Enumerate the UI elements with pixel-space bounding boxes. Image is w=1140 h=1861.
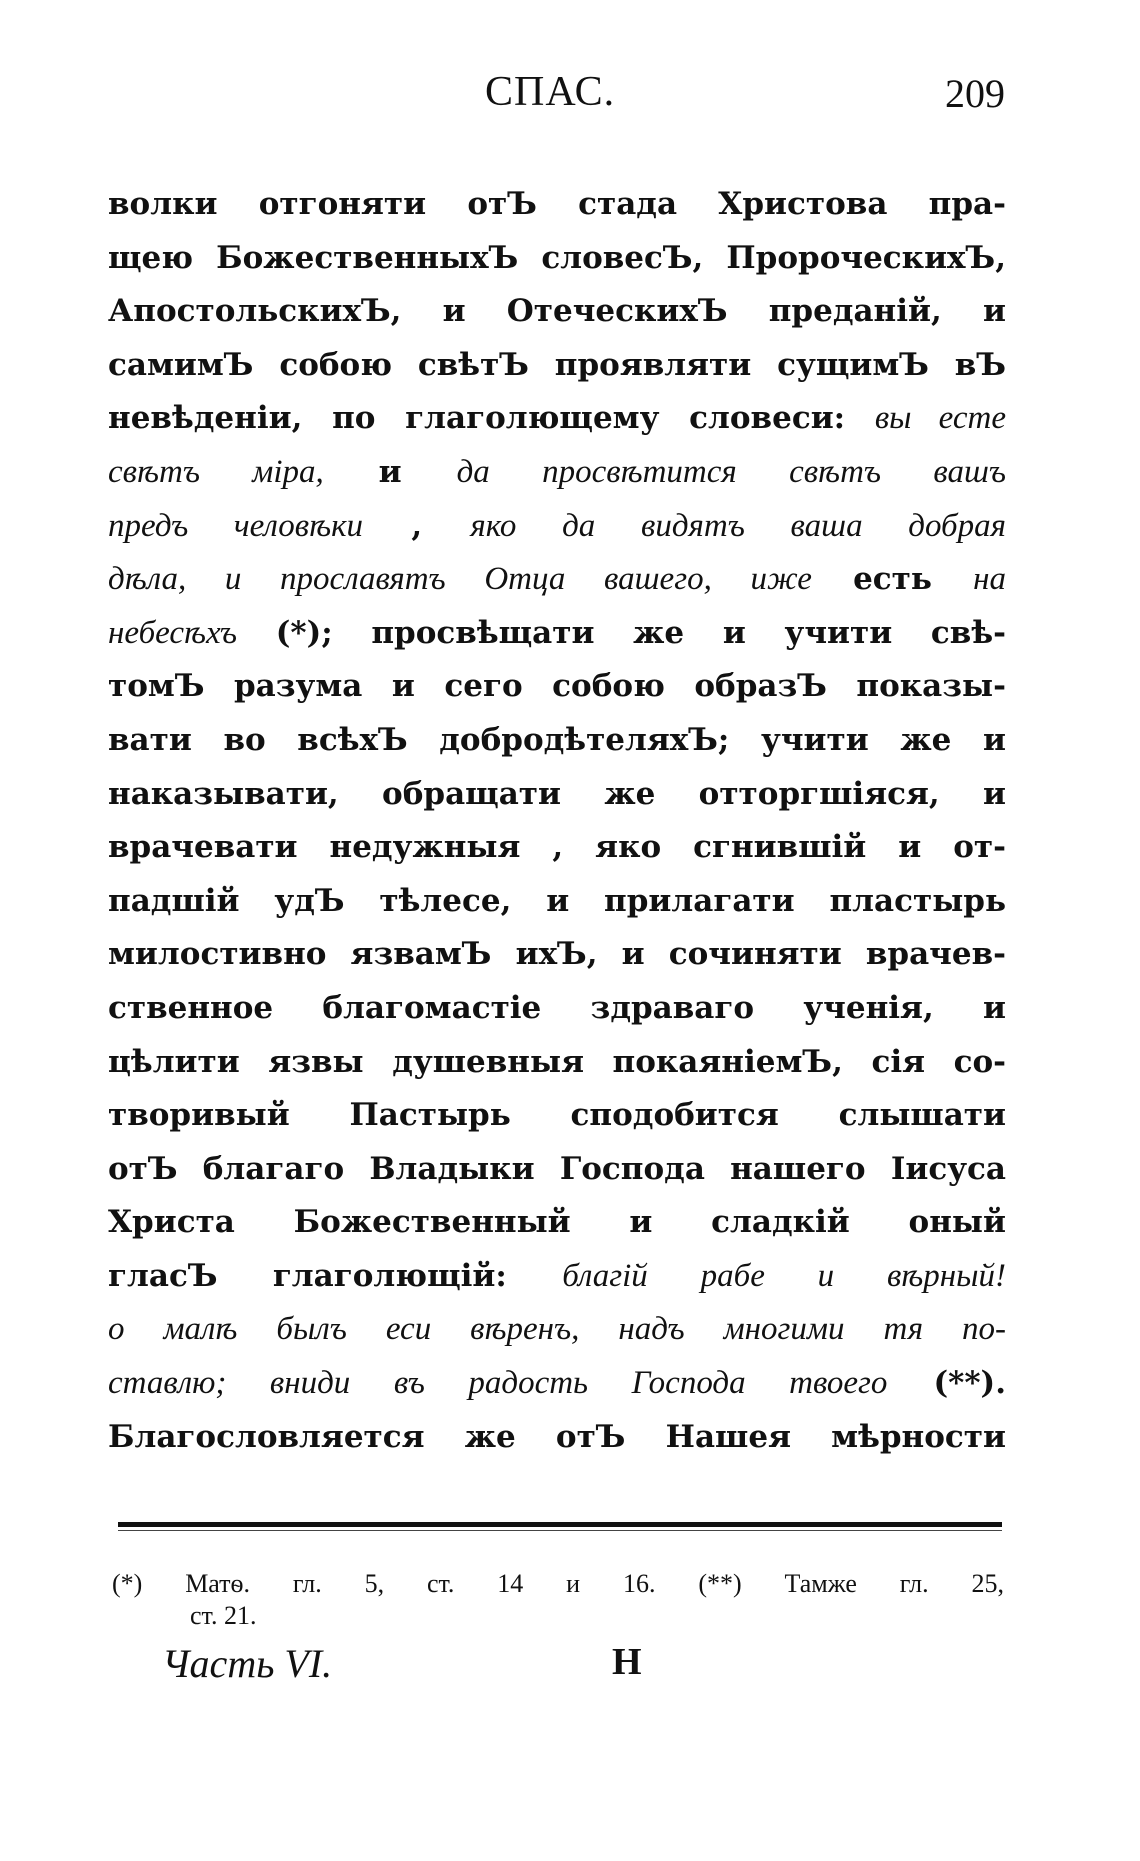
text-line <box>108 821 1006 875</box>
text-line <box>108 1411 1006 1465</box>
text-segment: АпостольскихЪ, и ОтеческихЪ преданій, и <box>108 293 1006 330</box>
text-segment: невѣденіи, по глаголющему словеси: <box>108 400 875 437</box>
text-segment: ственное благомастіе здраваго ученія, и <box>108 989 1006 1026</box>
text-segment: творивый Пастырь сподобится слышати <box>108 1097 1006 1134</box>
footnote-divider <box>118 1522 1002 1527</box>
footnote-line: ст. 21. <box>190 1601 257 1630</box>
text-segment: щею БожественныхЪ словесЪ, ПророческихЪ, <box>108 239 1006 276</box>
text-segment: наказывати, обращати же отторгшіяся, и <box>108 775 1006 812</box>
text-line <box>108 500 1006 554</box>
text-line <box>108 1143 1006 1197</box>
italic-quote: ставлю; вниди въ радость Господа твоего <box>108 1365 888 1402</box>
part-label: Часть VI. <box>162 1641 333 1686</box>
text-segment: есть <box>811 561 974 598</box>
text-line <box>108 1036 1006 1090</box>
text-segment: цѣлити язвы душевныя покаяніемЪ, сія со- <box>108 1043 1006 1080</box>
page-header <box>105 68 1005 128</box>
footnotes <box>112 1568 1004 1632</box>
text-segment: милостивно язвамЪ ихЪ, и сочиняти врачев- <box>108 936 1006 973</box>
text-line <box>108 1089 1006 1143</box>
text-line <box>108 339 1006 393</box>
text-line <box>108 875 1006 929</box>
text-segment: гласЪ глаголющій: <box>108 1257 563 1294</box>
italic-quote: на <box>973 561 1006 598</box>
italic-quote: о малѣ былъ еси вѣренъ, надъ многими тя по- <box>108 1311 1006 1348</box>
text-line <box>108 928 1006 982</box>
text-segment: томЪ разума и сего собою образЪ показы- <box>108 668 1006 705</box>
text-line <box>108 607 1006 661</box>
text-line <box>108 285 1006 339</box>
text-segment: волки отгоняти отЪ стада Христова пра- <box>108 186 1006 222</box>
italic-quote: вы есте <box>874 400 1006 437</box>
footnote-divider-thin <box>118 1530 1002 1531</box>
running-head: СПАС. <box>485 69 616 115</box>
text-segment: Благословляется же отЪ Нашея мѣрности <box>108 1418 1006 1455</box>
text-line <box>108 768 1006 822</box>
text-line <box>108 714 1006 768</box>
text-line <box>108 1303 1006 1357</box>
italic-quote: небесѣхъ <box>108 614 238 651</box>
signature-mark: Н <box>612 1641 642 1683</box>
text-segment: врачевати недужныя , яко сгнившій и от- <box>108 829 1006 866</box>
italic-quote: яко да видятъ ваша добрая <box>470 507 1006 544</box>
signature-row <box>162 1640 662 1696</box>
text-line <box>108 1196 1006 1250</box>
text-segment: падшій удЪ тѣлесе, и прилагати пластырь <box>108 882 1006 919</box>
main-text <box>108 178 1006 1464</box>
text-segment: вати во всѣхЪ добродѣтеляхЪ; учити же и <box>108 721 1006 758</box>
text-line <box>108 660 1006 714</box>
text-segment: Христа Божественный и сладкій оный <box>108 1204 1006 1241</box>
text-line <box>108 232 1006 286</box>
page-number: 209 <box>945 71 1005 116</box>
italic-quote: благій рабе и вѣрный! <box>562 1257 1006 1294</box>
italic-quote: свѣтъ міра, <box>108 453 324 490</box>
text-segment: самимЪ собою свѣтЪ проявляти сущимЪ вЪ <box>108 346 1006 383</box>
text-line <box>108 178 1006 232</box>
text-line <box>108 446 1006 500</box>
text-segment: и <box>323 453 457 490</box>
italic-quote: да просвѣтится свѣтъ вашъ <box>456 453 1006 490</box>
text-segment: отЪ благаго Владыки Господа нашего Іисуса <box>108 1150 1006 1187</box>
footnote-line: (*) Матѳ. гл. 5, ст. 14 и 16. (**) Тамже гл. 25, <box>112 1569 1004 1598</box>
text-line <box>108 1357 1006 1411</box>
text-segment: (**). <box>887 1365 1006 1402</box>
italic-quote: дѣла, и прославятъ Отца вашего, иже <box>108 561 812 598</box>
text-line <box>108 1250 1006 1304</box>
text-line <box>108 553 1006 607</box>
italic-quote: предъ человѣки <box>108 507 364 544</box>
text-segment: (*); просвѣщати же и учити свѣ- <box>237 614 1006 651</box>
text-line <box>108 982 1006 1036</box>
text-segment: , <box>363 507 471 544</box>
text-line <box>108 392 1006 446</box>
